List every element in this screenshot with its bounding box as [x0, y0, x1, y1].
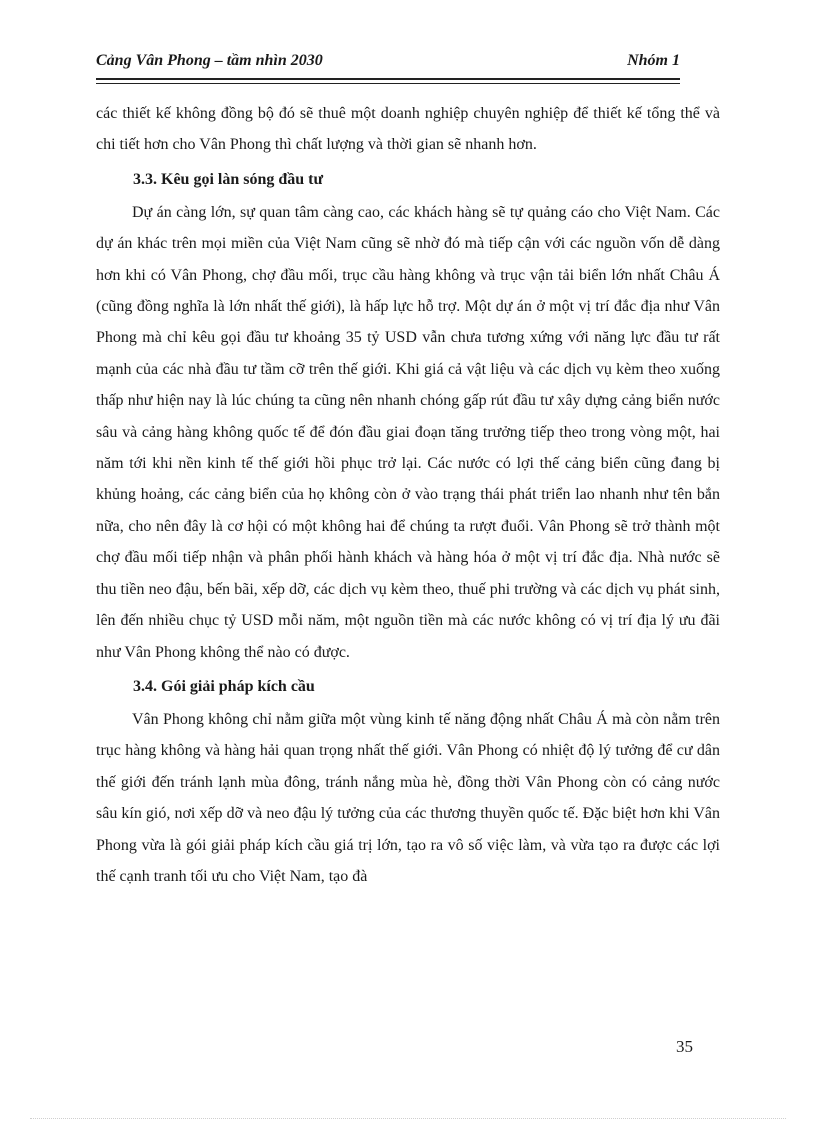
header-title: Cảng Vân Phong – tầm nhìn 2030 — [96, 52, 323, 69]
page-bottom-edge — [30, 1118, 786, 1119]
section-heading-3-4: 3.4. Gói giải pháp kích cầu — [133, 677, 315, 695]
section-3-4-paragraph: Vân Phong không chỉ nằm giữa một vùng kinh tế năng động nhất Châu Á mà còn nằm trên trục hàng không và hàng hải quan trọng nhất thế giới. Vân Phong có nhiệt độ lý tưởng để cư dân thế giới đến tránh lạnh mùa đông, tránh nắng mùa hè, đồng thời Vân Phong còn có cảng nước sâu kín gió, nơi xếp dỡ và neo đậu lý tưởng của các thương thuyền quốc tế. Đặc biệt hơn khi Vân Phong vừa là gói giải pháp kích cầu giá trị lớn, tạo ra vô số việc làm, và vừa tạo ra được các lợi thế cạnh tranh tối ưu cho Việt Nam, tạo đà — [96, 710, 720, 885]
header-group: Nhóm 1 — [627, 52, 680, 69]
section-heading-3-3: 3.3. Kêu gọi làn sóng đầu tư — [133, 170, 324, 188]
page-number: 35 — [676, 1037, 693, 1056]
page-header — [96, 50, 680, 80]
header-rule — [96, 83, 680, 84]
section-3-3-paragraph: Dự án càng lớn, sự quan tâm càng cao, các khách hàng sẽ tự quảng cáo cho Việt Nam. Các dự án khác trên mọi miền của Việt Nam cũng sẽ nhờ đó mà tiếp cận với các nguồn vốn dễ dàng hơn khi có Vân Phong, chợ đầu mối, trục cầu hàng không và trục vận tải biển lớn nhất Châu Á (cũng đồng nghĩa là lớn nhất thế giới), là hấp lực hỗ trợ. Một dự án ở một vị trí đắc địa như Vân Phong mà chỉ kêu gọi đầu tư khoảng 35 tỷ USD vẫn chưa tương xứng với năng lực đầu tư rất mạnh của các nhà đầu tư tầm cỡ trên thế giới. Khi giá cả vật liệu và các dịch vụ kèm theo xuống thấp như hiện nay là lúc chúng ta cũng nên nhanh chóng gấp rút đầu tư xây dựng cảng biển nước sâu và cảng hàng không quốc tế để đón đầu giai đoạn tăng trưởng tiếp theo trong vòng một, hai năm tới khi nền kinh tế thế giới hồi phục trở lại. Các nước có lợi thế cảng biển cũng đang bị khủng hoảng, các cảng biển của họ không còn ở vào trạng thái phát triển lao nhanh như tên bắn nữa, cho nên đây là cơ hội có một không hai để chúng ta rượt đuổi. Vân Phong sẽ trở thành một chợ đầu mối tiếp nhận và phân phối hành khách và hàng hóa ở một vị trí đắc địa. Nhà nước sẽ thu tiền neo đậu, bến bãi, xếp dỡ, các dịch vụ kèm theo, thuế phi trường và các dịch vụ phát sinh, lên đến nhiều chục tỷ USD mỗi năm, một nguồn tiền mà các nước không có vị trí địa lý ưu đãi như Vân Phong không thể nào có được. — [96, 203, 720, 661]
document-body — [96, 98, 720, 892]
intro-paragraph: các thiết kế không đồng bộ đó sẽ thuê một doanh nghiệp chuyên nghiệp để thiết kế tổng thể và chi tiết hơn cho Vân Phong thì chất lượng và thời gian sẽ nhanh hơn. — [96, 105, 720, 154]
